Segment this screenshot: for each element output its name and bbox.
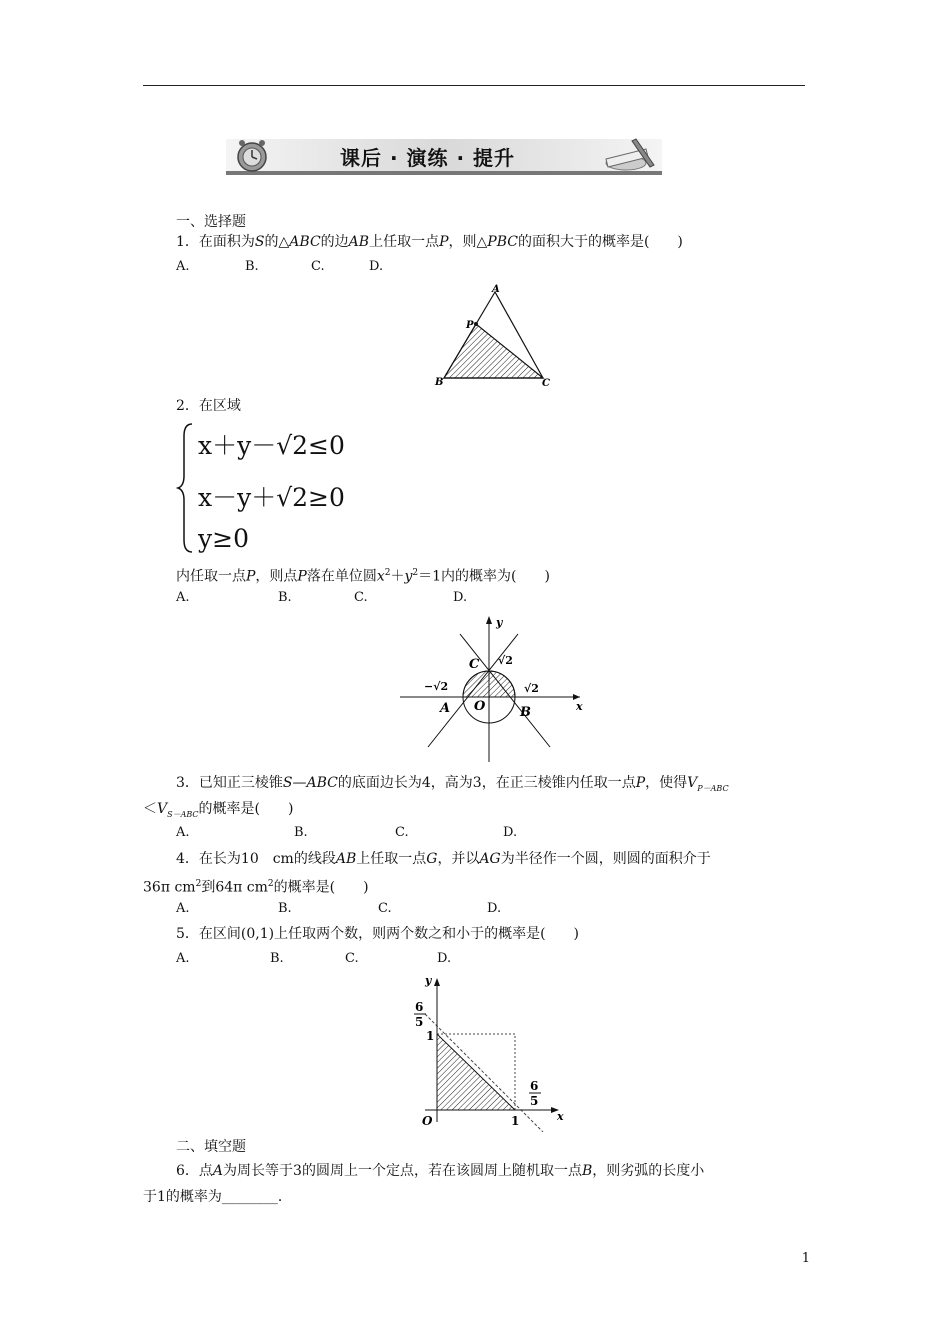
q1-option-a: A.	[176, 259, 190, 274]
label-c: C	[542, 378, 550, 389]
q1-triangle-figure	[428, 280, 558, 390]
label-p: P	[466, 320, 474, 331]
question-2-text: 内任取一点P，则点P落在单位圆$x^2+y^2=1$内的概率为( )	[176, 568, 550, 585]
section-title-choice: 一、选择题	[176, 214, 246, 230]
q1-option-d: D.	[369, 259, 384, 274]
system-line-3: y≥0	[198, 524, 249, 553]
q2-option-d: D.	[453, 590, 468, 605]
question-6-line-2: 于1的概率为________．	[143, 1189, 292, 1205]
label-root2-right: √2	[524, 682, 539, 695]
question-6-line-1: 6．点A为周长等于3的圆周上一个定点，若在该圆周上随机取一点B，则劣弧的长度小	[176, 1163, 705, 1179]
label-b: B	[520, 705, 531, 720]
q2-option-c: C.	[354, 590, 368, 605]
q5-option-c: C.	[345, 951, 359, 966]
top-rule	[143, 85, 805, 86]
section-title-fill: 二、填空题	[176, 1139, 246, 1155]
label-neg-root2: −√2	[424, 680, 449, 693]
q3-option-c: C.	[395, 825, 409, 840]
question-2-intro: 2．在区域	[176, 398, 241, 414]
q2-option-a: A.	[176, 590, 190, 605]
q4-option-b: B.	[278, 901, 292, 916]
frac-six-y: 6	[415, 1000, 424, 1014]
q5-option-a: A.	[176, 951, 190, 966]
axis-y-label: y	[425, 974, 432, 987]
q3-option-a: A.	[176, 825, 190, 840]
q1-option-b: B.	[245, 259, 259, 274]
question-4-line-2: 36π $cm^2$到64π $cm^2$的概率是( )	[143, 879, 369, 896]
axis-x-label: x	[557, 1110, 564, 1123]
frac-six-x: 6	[530, 1079, 539, 1093]
label-a: A	[440, 701, 451, 716]
label-c: C	[469, 657, 480, 672]
page-number: 1	[801, 1251, 810, 1266]
q3-option-d: D.	[503, 825, 518, 840]
system-line-1: x＋y－√2≤0	[198, 431, 345, 460]
q1-option-c: C.	[311, 259, 325, 274]
label-root2-top: √2	[498, 654, 513, 667]
tick-one-x: 1	[511, 1114, 520, 1128]
system-line-2: x－y＋√2≥0	[198, 483, 345, 512]
frac-five-y: 5	[415, 1015, 424, 1029]
q2-region-figure	[398, 612, 588, 764]
banner-title: 课后 · 演练 · 提升	[340, 146, 516, 170]
axis-y-label: y	[496, 616, 503, 629]
question-5-text: 5．在区间(0,1)上任取两个数，则两个数之和小于的概率是( )	[176, 926, 580, 942]
clock-icon	[238, 140, 266, 171]
q2-option-b: B.	[278, 590, 292, 605]
q4-option-a: A.	[176, 901, 190, 916]
label-a: A	[492, 284, 500, 295]
q5-option-b: B.	[270, 951, 284, 966]
question-3-line-2: $<V_{S-ABC}$的概率是( )	[143, 801, 294, 819]
question-1-text: 1．在面积为S的△ABC的边AB上任取一点P，则△PBC的面积大于的概率是( )	[176, 234, 683, 250]
q5-square-figure	[405, 970, 575, 1132]
label-b: B	[435, 377, 444, 388]
tick-one-y: 1	[426, 1029, 435, 1043]
frac-five-x: 5	[530, 1094, 539, 1108]
q4-option-d: D.	[487, 901, 502, 916]
q5-option-d: D.	[437, 951, 452, 966]
brace	[176, 422, 196, 554]
label-o: O	[474, 699, 486, 714]
label-origin: O	[422, 1114, 433, 1128]
q3-option-b: B.	[294, 825, 308, 840]
question-3-line-1: 3．已知正三棱锥S—ABC的底面边长为4，高为3，在正三棱锥内任取一点P，使得$V_{P-ABC}$	[176, 775, 729, 793]
axis-x-label: x	[576, 700, 583, 713]
question-4-line-1: 4．在长为10 cm的线段AB上任取一点G，并以AG为半径作一个圆，则圆的面积介于	[176, 851, 711, 867]
q4-option-c: C.	[378, 901, 392, 916]
